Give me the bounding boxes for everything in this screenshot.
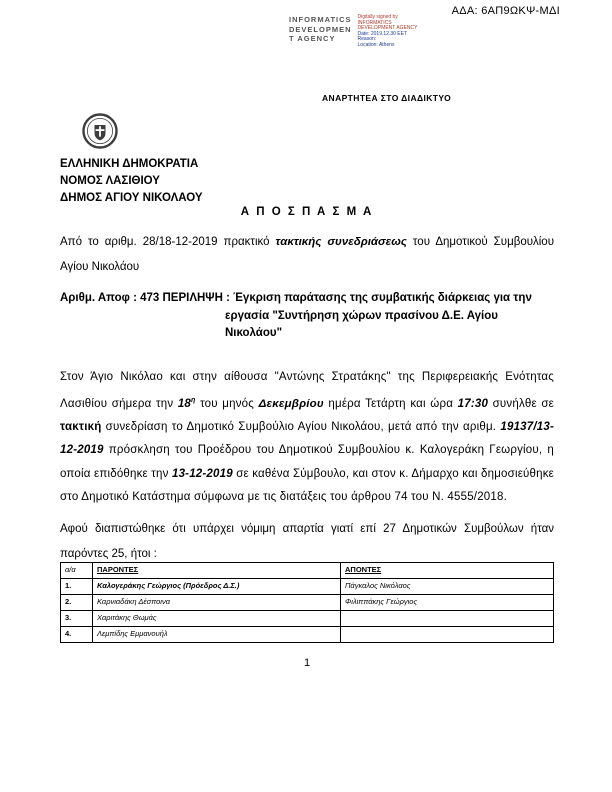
text-run: σε καθένα Σύμβουλο, και στον κ. Δήμαρχο και δημοσιεύθηκε στο Δημοτικό Κατάστημα σύμφωνα με τις διατάξεις του άρθρου 74 του Ν. 4555/2018.: [60, 467, 554, 503]
row-index: 3.: [61, 611, 93, 627]
present-member: Καρνιαδάκη Δέσποινα: [93, 595, 341, 611]
table-header-row: [61, 563, 554, 579]
text-run-emphasis: τακτική: [60, 421, 102, 434]
row-index: 1.: [61, 579, 93, 595]
body-paragraph: [60, 366, 554, 509]
org-country: ΕΛΛΗΝΙΚΗ ΔΗΜΟΚΡΑΤΙΑ: [60, 158, 199, 170]
col-header-absent: ΑΠΟΝΤΕΣ: [341, 563, 554, 579]
text-run: του μηνός: [195, 398, 259, 411]
text-run: ημέρα Τετάρτη και ώρα: [323, 398, 458, 411]
stamp-line: INFORMATICS: [357, 19, 392, 26]
text-run: Στον Άγιο Νικόλαο και στην αίθουσα "Αντώνης Στρατάκης" της Περιφερειακής Ενότητας Λασιθίου σήμερα την: [60, 371, 554, 411]
org-prefecture: ΝΟΜΟΣ ΛΑΣΙΘΙΟΥ: [60, 175, 160, 187]
ada-code: ΑΔΑ: 6ΑΠ9ΩΚΨ-ΜΔΙ: [451, 5, 560, 17]
table-row: [61, 595, 554, 611]
document-title: Α Π Ο Σ Π Α Σ Μ Α: [240, 206, 374, 218]
stamp-line: Location: Athens: [357, 41, 395, 48]
row-index: 4.: [61, 627, 93, 643]
org-municipality: ΔΗΜΟΣ ΑΓΙΟΥ ΝΙΚΟΛΑΟΥ: [60, 192, 203, 204]
anartitea-label: ΑΝΑΡΤΗΤΕΑ ΣΤΟ ΔΙΑΔΙΚΤΥΟ: [322, 93, 452, 103]
agency-line: INFORMATICS: [289, 15, 352, 24]
col-header-present: ΠΑΡΟΝΤΕΣ: [93, 563, 341, 579]
digital-signature-block: [289, 15, 417, 49]
stamp-line: DEVELOPMENT AGENCY: [357, 25, 418, 32]
text-run-emphasis: 19137/13-12-2019: [60, 421, 554, 457]
text-run: συνεδρίαση το Δημοτικό Συμβούλιο Αγίου Νικολάου, μετά από την αριθμ.: [101, 421, 501, 434]
signature-agency-name: [289, 15, 352, 49]
row-index: 2.: [61, 595, 93, 611]
table-row: [61, 579, 554, 595]
signature-stamp-details: [358, 15, 418, 49]
greek-emblem-seal: [80, 109, 120, 153]
quorum-paragraph: Αφού διαπιστώθηκε ότι υπάρχει νόμιμη απαρτία γιατί επί 27 Δημοτικών Συμβούλων ήταν παρόντες 25, ήτοι :: [60, 523, 554, 560]
organization-header: [60, 156, 203, 207]
decision-heading: [60, 290, 554, 343]
present-member: Καλογεράκης Γεώργιος (Πρόεδρος Δ.Σ.): [93, 579, 341, 595]
text-run: συνήλθε σε: [488, 398, 555, 411]
agency-line: T AGENCY: [289, 34, 336, 43]
attendance-table: [60, 562, 554, 643]
present-member: Χαριτάκης Θωμάς: [93, 611, 341, 627]
present-member: Λεμπίδης Εμμανουήλ: [93, 627, 341, 643]
emblem-graphic: [80, 109, 120, 153]
text-run-emphasis: 17:30: [457, 398, 489, 411]
absent-member: Φιλιππάκης Γεώργιος: [341, 595, 554, 611]
col-header-index: α/α: [61, 563, 93, 579]
table-row: [61, 611, 554, 627]
text-run-emphasis: Δεκεμβρίου: [258, 398, 324, 411]
intro-paragraph: [60, 230, 554, 280]
absent-member: Πάγκαλος Νικόλαος: [341, 579, 554, 595]
stamp-line: Digitally signed by: [357, 14, 398, 20]
absent-member: [341, 627, 554, 643]
text-run: του Δημοτικού Συμβουλίου Αγίου Νικολάου: [60, 236, 554, 273]
page-number: 1: [303, 657, 311, 669]
text-run: Από το αριθμ. 28/18-12-2019 πρακτικό: [60, 236, 276, 248]
stamp-line: Reason:: [357, 36, 377, 43]
text-run-emphasis: τακτικής συνεδριάσεως: [275, 236, 407, 248]
decision-line: εργασία "Συντήρηση χώρων πρασίνου Δ.Ε. Αγίου: [225, 309, 498, 322]
text-run-emphasis: 13-12-2019: [171, 467, 233, 480]
text-run: πρόσκληση του Προέδρου του Δημοτικού Συμβουλίου κ. Καλογεράκη Γεωργίου, η οποία επιδόθηκε την: [60, 444, 554, 480]
agency-line: DEVELOPMEN: [289, 24, 352, 34]
text-run-emphasis: $18^\eta$: [177, 397, 196, 411]
decision-line: Αριθμ. Αποφ : 473 ΠΕΡΙΛΗΨΗ : Έγκριση παράτασης της συμβατικής διάρκειας για την: [60, 292, 532, 304]
decision-line: Νικολάου": [225, 327, 283, 339]
table-row: [61, 627, 554, 643]
stamp-line: Date: 2019.12.30 EET: [357, 30, 408, 37]
absent-member: [341, 611, 554, 627]
